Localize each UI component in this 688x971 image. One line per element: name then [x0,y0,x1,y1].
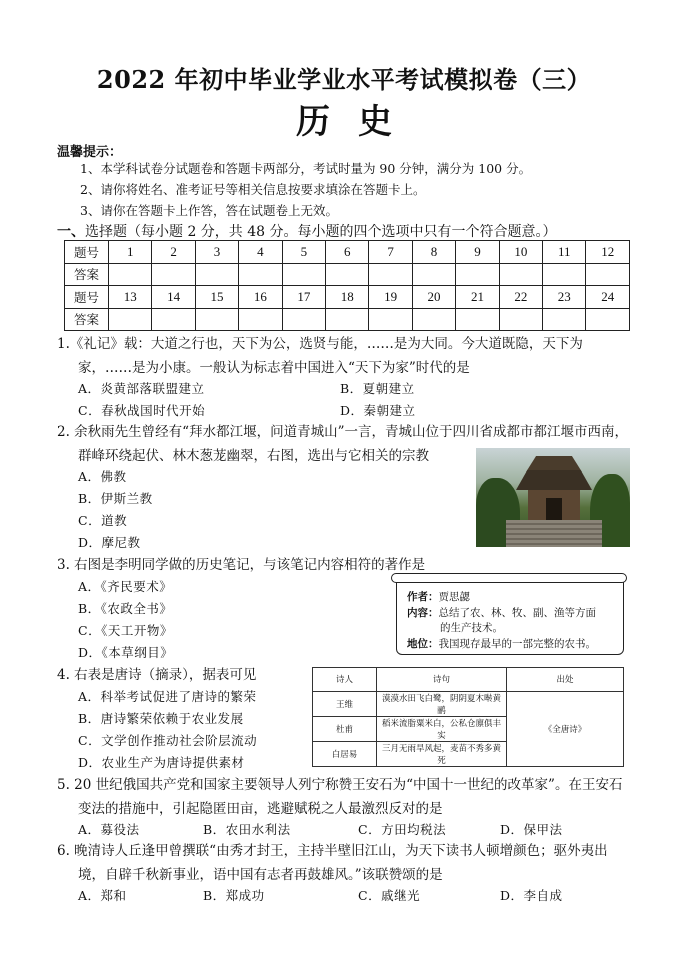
poet-cell: 王维 [313,691,377,716]
q2-option-b: B．伊斯兰教 [78,491,153,506]
question-number: 14 [152,286,195,309]
question-number: 4 [239,241,282,264]
question-number: 17 [282,286,325,309]
question-number: 3 [195,241,238,264]
q1-option-d: D．秦朝建立 [340,403,416,418]
answer-grid [64,240,630,331]
question-number: 19 [369,286,412,309]
q3-option-a: A．《齐民要术》 [78,579,173,594]
line-cell: 三月无雨旱风起，麦苗不秀多黄死 [377,741,507,766]
note-scroll-edge [391,573,627,583]
question-number: 22 [499,286,542,309]
q2-option-d: D．摩尼教 [78,535,141,550]
q1-stem-line1: 1.《礼记》载：大道之行也，天下为公，选贤与能，……是为大同。今大道既隐，天下为 [57,336,583,352]
question-number: 15 [195,286,238,309]
q6-stem-line1: 6. 晚清诗人丘逢甲曾撰联“由秀才封王，主持半壁旧江山，为天下读书人顿增颜色；驱外夷出 [57,843,608,859]
question-number: 11 [543,241,586,264]
q4-stem: 4. 右表是唐诗（摘录），据表可见 [57,667,257,683]
answer-cell[interactable] [499,308,542,331]
q2-stem-line2: 群峰环绕起伏、林木葱茏幽翠，右图，选出与它相关的宗教 [78,448,429,464]
q6-option-a: A．郑和 [78,888,127,903]
q1-option-c: C．春秋战国时代开始 [78,403,206,418]
source-header: 出处 [507,668,624,692]
q5-stem-line1: 5. 20 世纪俄国共产党和国家主要领导人列宁称赞王安石为“中国十一世纪的改革家”。在王安石 [57,777,623,793]
answer-cell[interactable] [195,308,238,331]
q2-stem-line1: 2. 余秋雨先生曾经有“拜水都江堰，问道青城山”一言，青城山位于四川省成都市都江堰市西南， [57,424,628,440]
poet-cell: 杜甫 [313,716,377,741]
note-content: 内容：总结了农、林、牧、副、渔等方面 [407,607,596,619]
table-row [313,691,624,716]
q5-option-c: C．方田均税法 [358,822,447,837]
q3-stem: 3. 右图是李明同学做的历史笔记，与该笔记内容相符的著作是 [57,557,426,573]
answer-cell[interactable] [239,263,282,286]
q1-option-b: B．夏朝建立 [340,381,415,396]
table-row [65,308,630,331]
q2-option-c: C．道教 [78,513,128,528]
answer-cell[interactable] [109,308,152,331]
tang-poem-table [312,667,624,767]
note-content-cont: 的生产技术。 [440,622,503,634]
question-number: 21 [456,286,499,309]
question-number: 7 [369,241,412,264]
answer-cell[interactable] [586,308,630,331]
q5-option-a: A．募役法 [78,822,140,837]
q6-option-d: D．李自成 [500,888,563,903]
tip-3: 3、请你在答题卡上作答，答在试题卷上无效。 [80,203,338,218]
answer-cell[interactable] [456,308,499,331]
poet-cell: 白居易 [313,741,377,766]
question-number: 24 [586,286,630,309]
answer-cell[interactable] [412,263,455,286]
answer-header: 答案 [65,263,109,286]
question-number: 5 [282,241,325,264]
answer-cell[interactable] [282,308,325,331]
q4-option-a: A．科举考试促进了唐诗的繁荣 [78,689,257,704]
question-number: 20 [412,286,455,309]
q3-option-c: C．《天工开物》 [78,623,173,638]
answer-cell[interactable] [543,263,586,286]
answer-cell[interactable] [282,263,325,286]
note-author: 作者：贾思勰 [407,591,470,603]
table-row [65,241,630,264]
table-row [65,263,630,286]
question-number: 2 [152,241,195,264]
answer-cell[interactable] [152,308,195,331]
answer-header: 答案 [65,308,109,331]
question-number: 23 [543,286,586,309]
q2-option-a: A．佛教 [78,469,127,484]
answer-cell[interactable] [456,263,499,286]
tip-2: 2、请你将姓名、准考证号等相关信息按要求填涂在答题卡上。 [80,182,426,197]
q5-option-d: D．保甲法 [500,822,563,837]
num-header: 题号 [65,286,109,309]
q1-option-a: A．炎黄部落联盟建立 [78,381,205,396]
question-number: 9 [456,241,499,264]
line-header: 诗句 [377,668,507,692]
q6-option-c: C．戚继光 [358,888,421,903]
line-cell: 漠漠水田飞白鹭，阴阴夏木啭黄鹂 [377,691,507,716]
table-row [313,668,624,692]
tip-1: 1、本学科试卷分试题卷和答题卡两部分，考试时量为 90 分钟，满分为 100 分。 [80,161,532,176]
q4-option-c: C．文学创作推动社会阶层流动 [78,733,258,748]
source-cell: 《全唐诗》 [507,691,624,766]
question-number: 1 [109,241,152,264]
exam-title: 2022 年初中毕业学业水平考试模拟卷（三） [96,65,592,94]
q6-stem-line2: 境，自辟千秋新事业，语中国有志者再鼓雄风。”该联赞颂的是 [78,867,443,883]
q4-option-b: B．唐诗繁荣依赖于农业发展 [78,711,244,726]
section-number: 一、 [57,224,85,240]
answer-cell[interactable] [239,308,282,331]
answer-cell[interactable] [412,308,455,331]
note-status: 地位：我国现存最早的一部完整的农书。 [407,638,596,650]
line-cell: 稻米流脂粟米白，公私仓廪俱丰实 [377,716,507,741]
answer-cell[interactable] [369,263,412,286]
question-number: 13 [109,286,152,309]
question-number: 10 [499,241,542,264]
q4-option-d: D．农业生产为唐诗提供素材 [78,755,245,770]
question-number: 8 [412,241,455,264]
q5-option-b: B．农田水利法 [203,822,291,837]
answer-cell[interactable] [326,263,369,286]
question-number: 18 [326,286,369,309]
answer-cell[interactable] [326,308,369,331]
answer-cell[interactable] [152,263,195,286]
temple-photo [476,448,630,547]
answer-cell[interactable] [543,308,586,331]
answer-cell[interactable] [109,263,152,286]
answer-cell[interactable] [195,263,238,286]
answer-cell[interactable] [369,308,412,331]
poet-header: 诗人 [313,668,377,692]
q6-option-b: B．郑成功 [203,888,265,903]
section-text: 选择题（每小题 2 分，共 48 分。每小题的四个选项中只有一个符合题意。） [85,224,557,240]
section-heading [57,221,557,241]
table-row [65,286,630,309]
q3-option-d: D．《本草纲目》 [78,645,174,660]
num-header: 题号 [65,241,109,264]
q5-stem-line2: 变法的措施中，引起隐匿田亩，逃避赋税之人最激烈反对的是 [78,801,443,817]
tips-heading: 温馨提示： [57,145,123,160]
question-number: 6 [326,241,369,264]
question-number: 16 [239,286,282,309]
subject-title: 历史 [296,102,420,142]
answer-cell[interactable] [586,263,630,286]
answer-cell[interactable] [499,263,542,286]
history-note [396,577,624,655]
q1-stem-line2: 家，……是为小康。一般认为标志着中国进入“天下为家”时代的是 [78,360,470,376]
question-number: 12 [586,241,630,264]
q3-option-b: B．《农政全书》 [78,601,173,616]
